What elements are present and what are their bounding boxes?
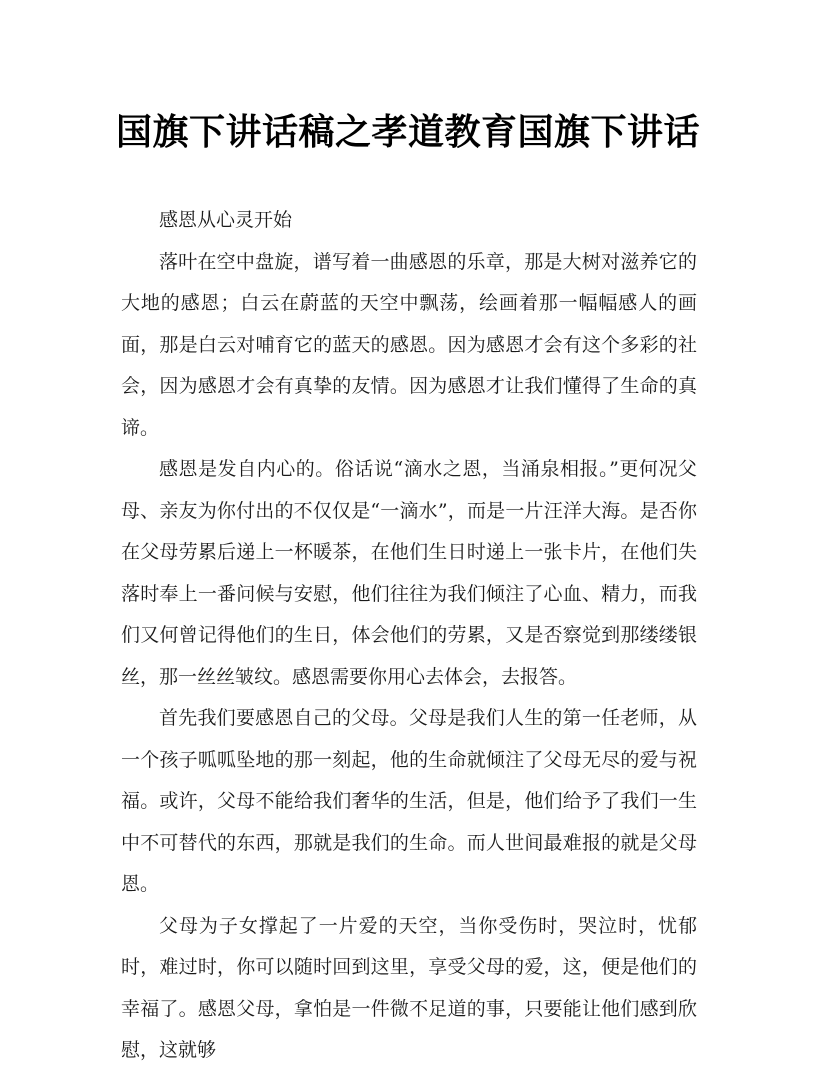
document-body — [121, 200, 697, 1072]
paragraph-3: 首先我们要感恩自己的父母。父母是我们人生的第一任老师，从一个孩子呱呱坠地的那一刻起，他的生命就倾注了父母无尽的爱与祝福。或许，父母不能给我们奢华的生活，但是，他们给予了我们一生中不可替代的东西，那就是我们的生命。而人世间最难报的就是父母恩。 — [121, 707, 697, 895]
paragraph-2: 感恩是发自内心的。俗话说“滴水之恩，当涌泉相报。”更何况父母、亲友为你付出的不仅仅是“一滴水”，而是一片汪洋大海。是否你在父母劳累后递上一杯暖茶，在他们生日时递上一张卡片，在他们失落时奉上一番问候与安慰，他们往往为我们倾注了心血、精力，而我们又何曾记得他们的生日，体会他们的劳累，又是否察觉到那缕缕银丝，那一丝丝皱纹。感恩需要你用心去体会，去报答。 — [121, 458, 697, 688]
paragraph-4: 父母为子女撑起了一片爱的天空，当你受伤时，哭泣时，忧郁时，难过时，你可以随时回到这里，享受父母的爱，这，便是他们的幸福了。感恩父母，拿怕是一件微不足道的事，只要能让他们感到欣慰，这就够 — [121, 914, 697, 1061]
subtitle: 感恩从心灵开始 — [159, 209, 293, 231]
paragraph-1: 落叶在空中盘旋，谱写着一曲感恩的乐章，那是大树对滋养它的大地的感恩；白云在蔚蓝的天空中飘荡，绘画着那一幅幅感人的画面，那是白云对哺育它的蓝天的感恩。因为感恩才会有这个多彩的社会，因为感恩才会有真挚的友情。因为感恩才让我们懂得了生命的真谛。 — [121, 250, 697, 439]
document-title: 国旗下讲话稿之孝道教育国旗下讲话 — [115, 111, 700, 153]
